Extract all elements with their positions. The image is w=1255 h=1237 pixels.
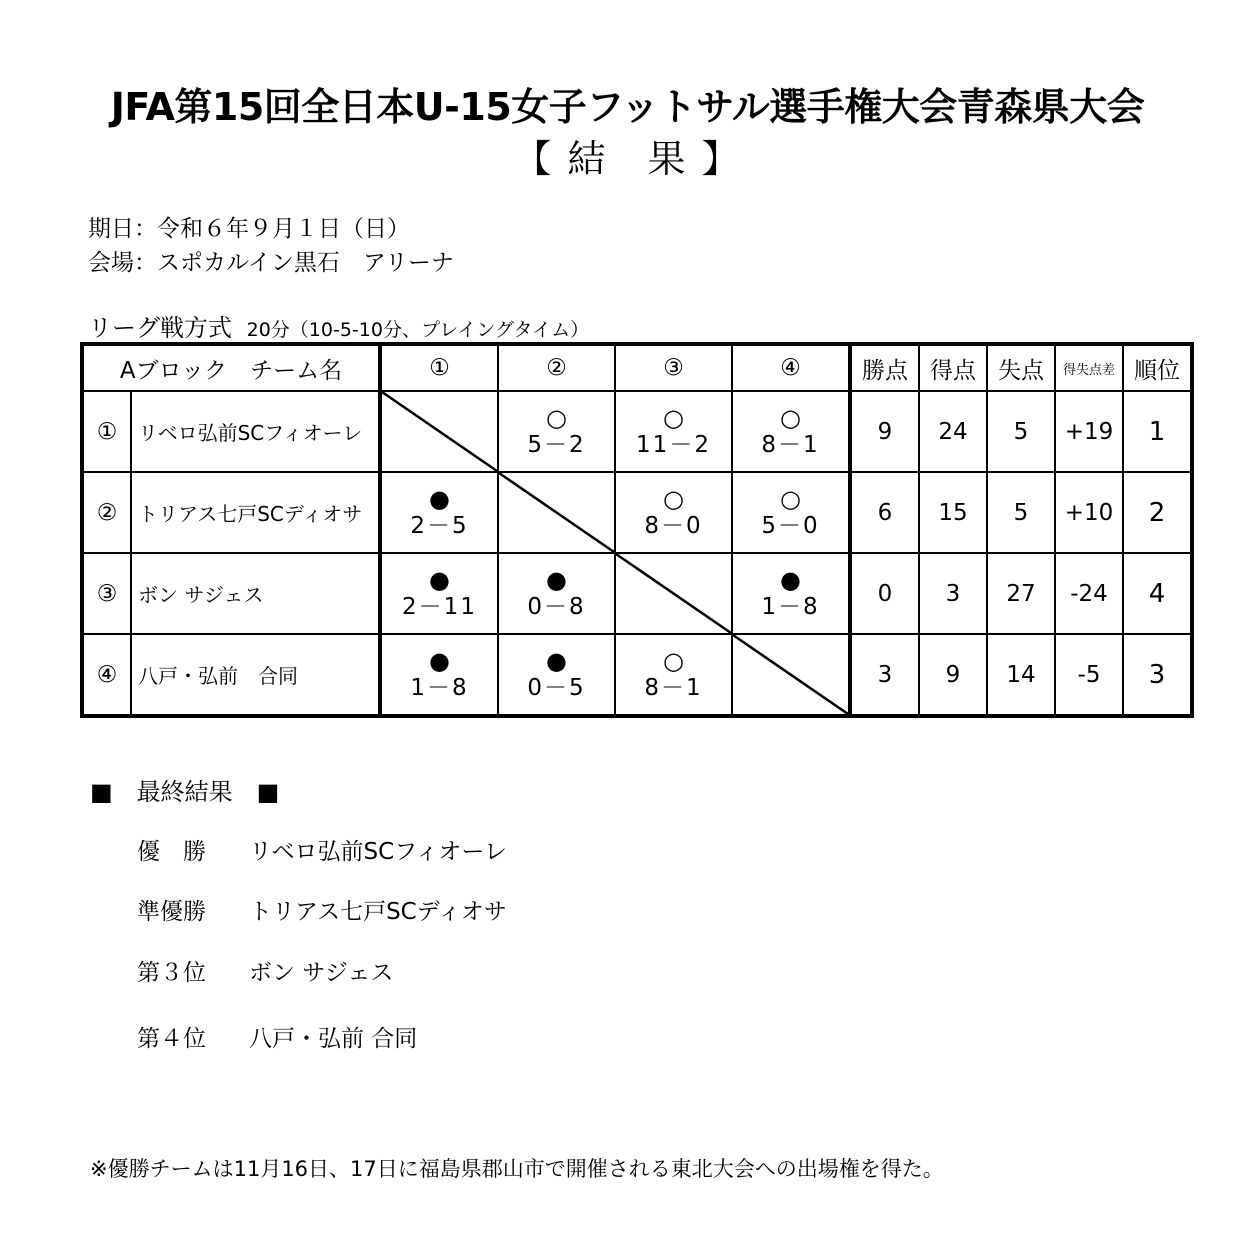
row-number: ③ [82, 553, 131, 634]
header-gf: 得点 [919, 344, 987, 391]
header-gd: 得失点差 [1055, 344, 1123, 391]
row-number: ① [82, 391, 131, 472]
header-block: Aブロック チーム名 [82, 344, 380, 391]
match-score: 5－0 [761, 512, 820, 539]
final-team: リベロ弘前SCフィオーレ [249, 839, 507, 865]
result-mark-icon: ○ [546, 403, 567, 432]
final-team: ボン サジェス [249, 960, 394, 986]
final-item [137, 1020, 417, 1053]
match-score: 1－8 [410, 674, 469, 701]
table-header-row [82, 344, 1192, 391]
match-cell [615, 472, 732, 553]
match-score: 0－8 [527, 593, 586, 620]
match-score: 8－0 [644, 512, 703, 539]
match-cell [732, 553, 850, 634]
table-row [82, 553, 1192, 634]
result-mark-icon: ● [429, 565, 450, 594]
match-score: 2－11 [402, 593, 477, 620]
result-mark-icon: ○ [663, 403, 684, 432]
league-table [80, 342, 1194, 718]
match-cell [615, 391, 732, 472]
match-cell [615, 634, 732, 716]
team-name: 八戸・弘前 合同 [131, 634, 380, 716]
result-mark-icon: ● [429, 646, 450, 675]
goals-against-cell: 27 [987, 553, 1055, 634]
rank-cell: 3 [1123, 634, 1192, 716]
match-cell [732, 472, 850, 553]
team-name: ボン サジェス [131, 553, 380, 634]
match-cell [732, 391, 850, 472]
match-score: 11－2 [636, 431, 711, 458]
points-cell: 6 [850, 472, 919, 553]
final-label: 第３位 [137, 960, 206, 986]
rank-cell: 2 [1123, 472, 1192, 553]
diagonal-line [616, 554, 731, 633]
page-title: JFA第15回全日本U-15女子フットサル選手権大会青森県大会 [110, 85, 1145, 129]
final-team: 八戸・弘前 合同 [249, 1026, 418, 1052]
result-mark-icon: ● [546, 646, 567, 675]
diagonal-line [499, 473, 614, 552]
self-match-cell [380, 391, 498, 472]
result-mark-icon: ● [780, 565, 801, 594]
result-mark-icon: ○ [663, 484, 684, 513]
result-mark-icon: ● [429, 484, 450, 513]
header-m3: ③ [615, 344, 732, 391]
header-m2: ② [498, 344, 615, 391]
final-item [137, 954, 393, 987]
result-mark-icon: ● [546, 565, 567, 594]
self-match-cell [498, 472, 615, 553]
points-cell: 9 [850, 391, 919, 472]
final-label: 準優勝 [137, 899, 206, 925]
row-number: ② [82, 472, 131, 553]
self-match-cell [615, 553, 732, 634]
rank-cell: 4 [1123, 553, 1192, 634]
match-score: 1－8 [761, 593, 820, 620]
goals-for-cell: 15 [919, 472, 987, 553]
rank-cell: 1 [1123, 391, 1192, 472]
goals-against-cell: 5 [987, 472, 1055, 553]
points-cell: 3 [850, 634, 919, 716]
table-row [82, 634, 1192, 716]
venue-line: 会場：スポカルイン黒石 アリーナ [88, 250, 454, 276]
table-row [82, 391, 1192, 472]
result-mark-icon: ○ [780, 403, 801, 432]
match-score: 2－5 [410, 512, 469, 539]
match-cell [380, 472, 498, 553]
goals-for-cell: 9 [919, 634, 987, 716]
date-line: 期日：令和６年９月１日（日） [88, 216, 410, 242]
goals-for-cell: 3 [919, 553, 987, 634]
final-heading: ■ 最終結果 ■ [90, 778, 280, 806]
goals-against-cell: 14 [987, 634, 1055, 716]
final-label: 第４位 [137, 1026, 206, 1052]
final-team: トリアス七戸SCディオサ [249, 899, 507, 925]
header-rank: 順位 [1123, 344, 1192, 391]
match-score: 0－5 [527, 674, 586, 701]
final-label: 優 勝 [137, 839, 206, 865]
goal-diff-cell: -5 [1055, 634, 1123, 716]
match-score: 8－1 [644, 674, 703, 701]
match-cell [498, 391, 615, 472]
goal-diff-cell: -24 [1055, 553, 1123, 634]
points-cell: 0 [850, 553, 919, 634]
match-score: 8－1 [761, 431, 820, 458]
team-name: リベロ弘前SCフィオーレ [131, 391, 380, 472]
match-cell [380, 634, 498, 716]
final-item [137, 833, 507, 866]
match-cell [380, 553, 498, 634]
result-mark-icon: ○ [780, 484, 801, 513]
footnote: ※優勝チームは11月16日、17日に福島県郡山市で開催される東北大会への出場権を得た。 [90, 1157, 944, 1181]
match-score: 5－2 [527, 431, 586, 458]
page-subtitle: 【 結 果 】 [513, 137, 742, 181]
result-mark-icon: ○ [663, 646, 684, 675]
goal-diff-cell: +10 [1055, 472, 1123, 553]
header-ga: 失点 [987, 344, 1055, 391]
match-cell [498, 634, 615, 716]
goal-diff-cell: +19 [1055, 391, 1123, 472]
goals-against-cell: 5 [987, 391, 1055, 472]
final-item [137, 893, 507, 926]
format-line [88, 308, 589, 343]
header-m4: ④ [732, 344, 850, 391]
self-match-cell [732, 634, 850, 716]
format-main: リーグ戦方式 [88, 314, 232, 342]
diagonal-line [733, 635, 848, 714]
header-points: 勝点 [850, 344, 919, 391]
goals-for-cell: 24 [919, 391, 987, 472]
team-name: トリアス七戸SCディオサ [131, 472, 380, 553]
header-m1: ① [380, 344, 498, 391]
format-detail: 20分（10-5-10分、プレイングタイム） [246, 319, 590, 341]
row-number: ④ [82, 634, 131, 716]
table-row [82, 472, 1192, 553]
diagonal-line [382, 392, 497, 471]
match-cell [498, 553, 615, 634]
